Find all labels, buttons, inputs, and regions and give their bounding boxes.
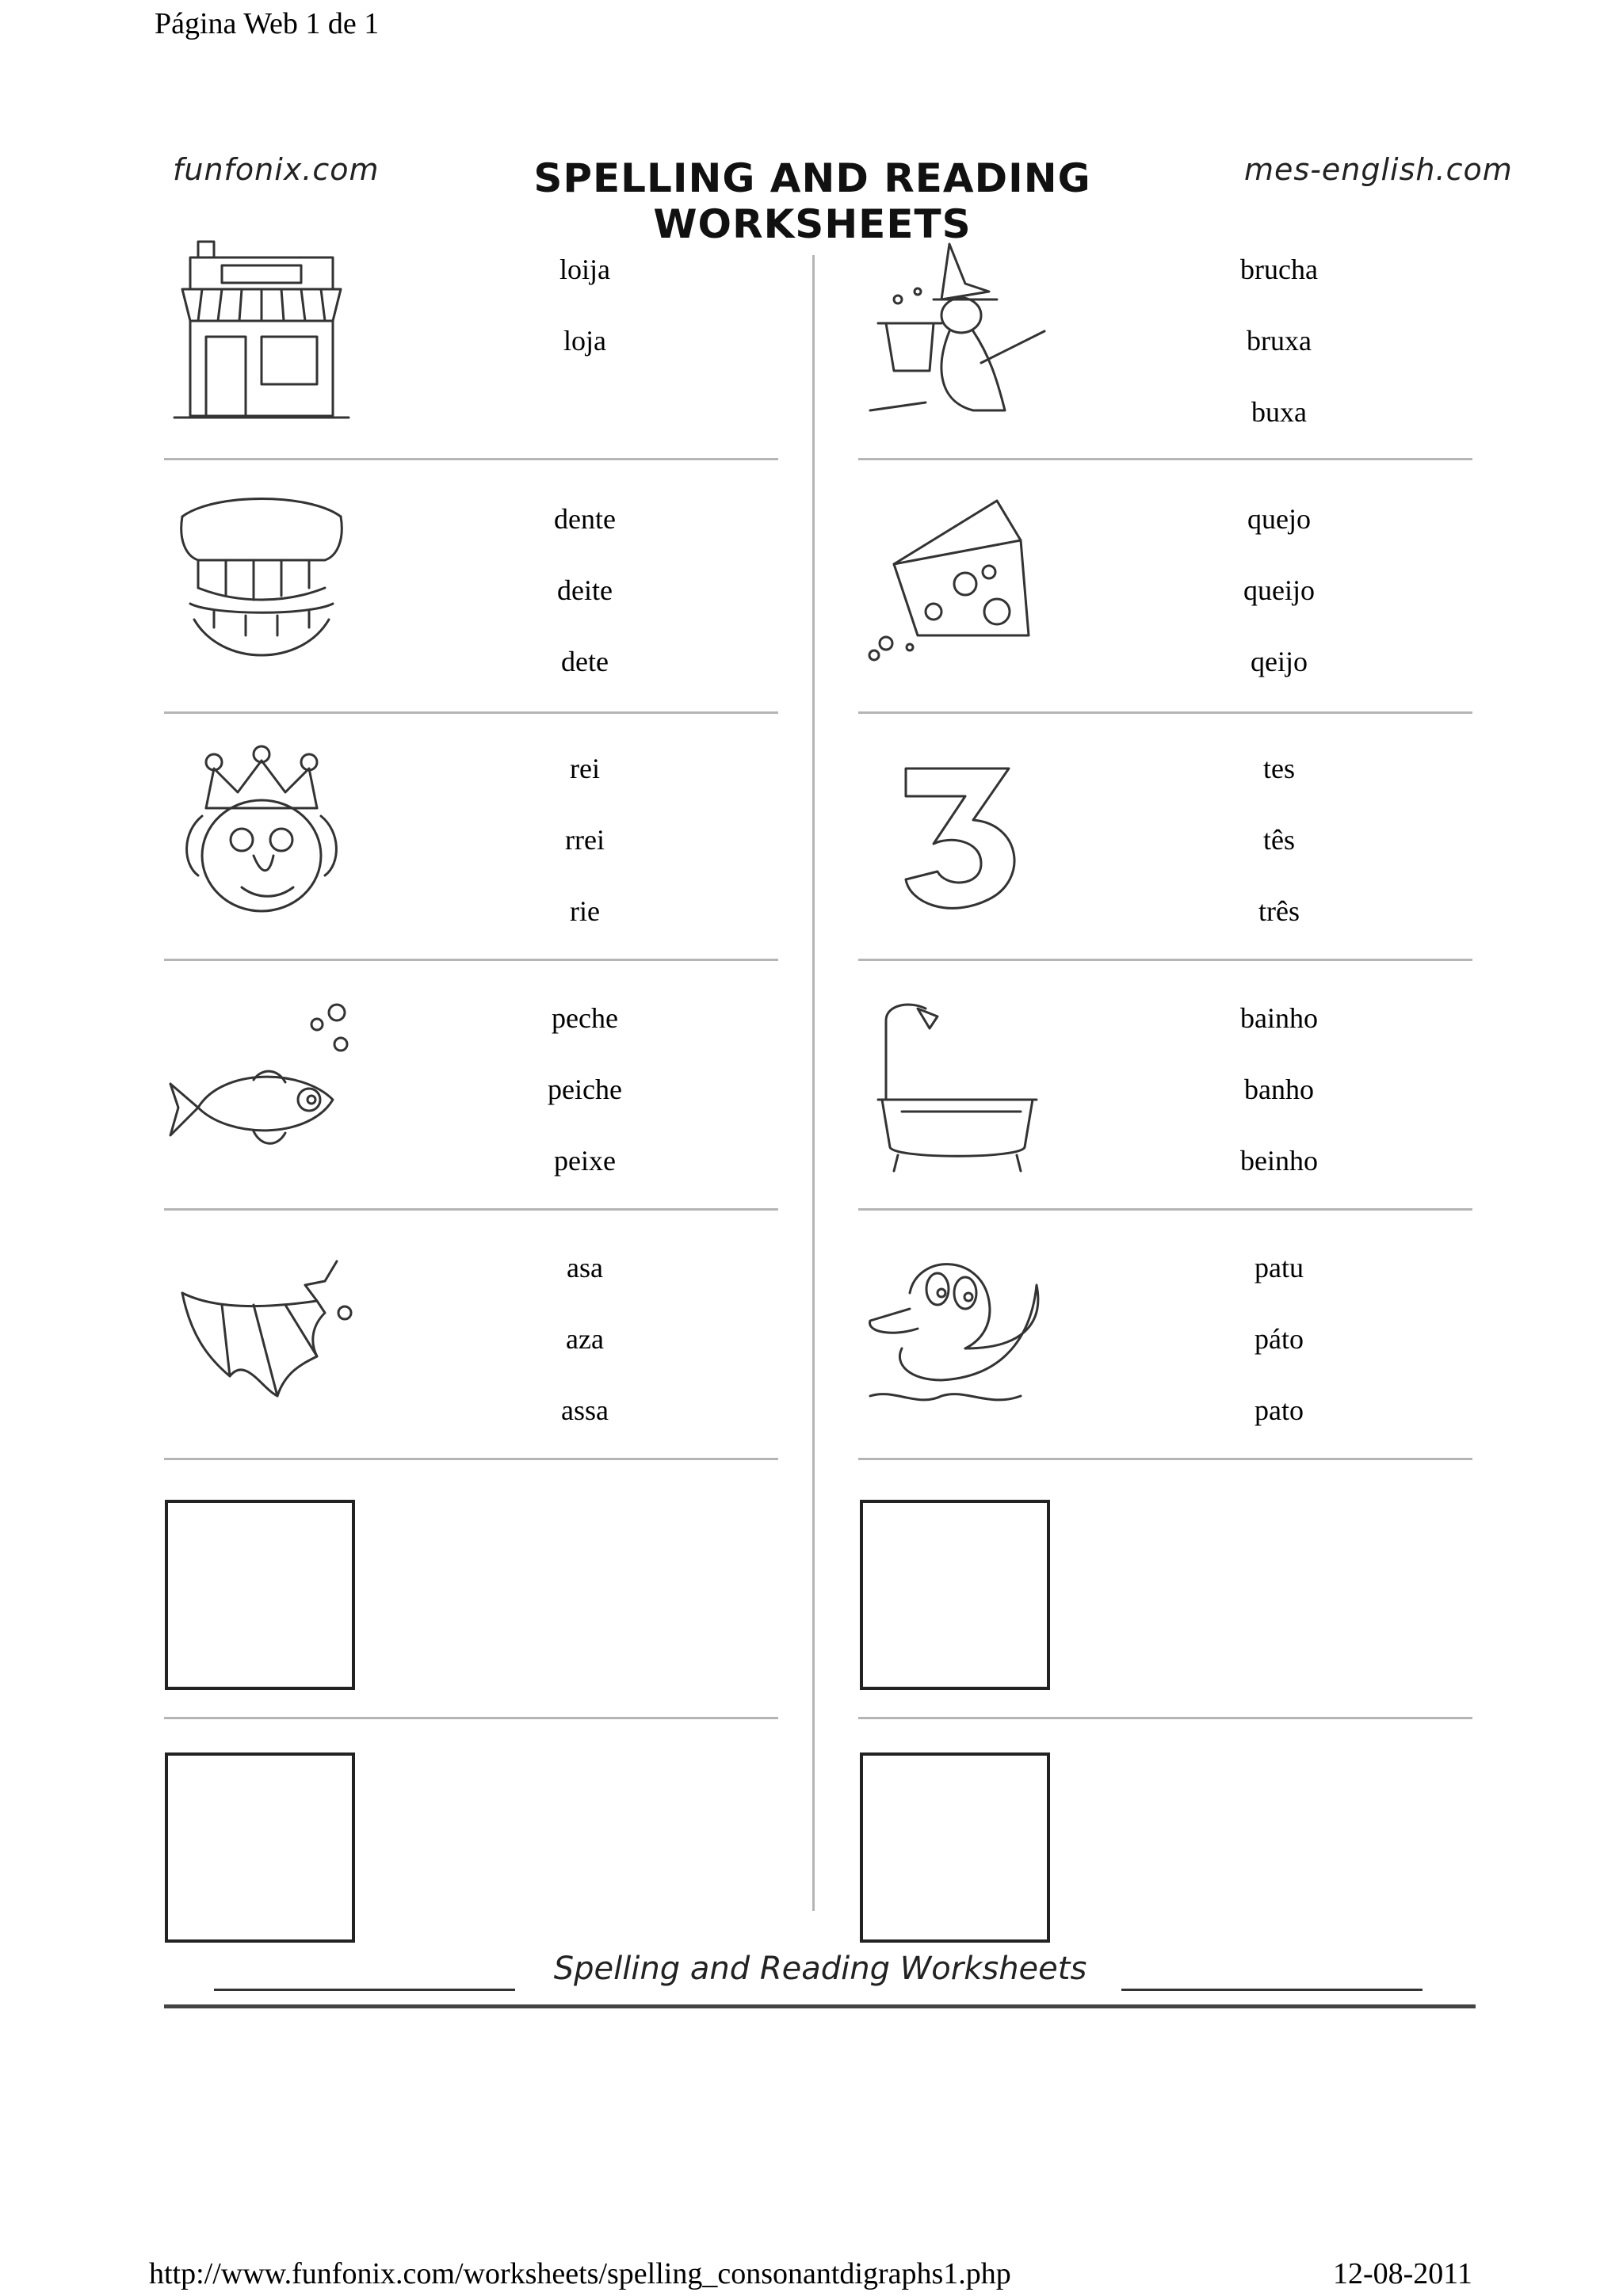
word-option: dete [561, 646, 609, 677]
page-date: 12-08-2011 [1333, 2257, 1472, 2290]
row-separator [164, 1208, 778, 1211]
word-option: assa [561, 1394, 609, 1426]
row-separator [858, 1208, 1472, 1211]
footer-rule-bottom [164, 2004, 1476, 2008]
word-option: peche [552, 1002, 618, 1034]
word-option: qeijo [1251, 646, 1308, 677]
row-separator [858, 959, 1472, 961]
worksheet-title: SPELLING AND READING WORKSHEETS [533, 155, 1091, 247]
word-option: loja [563, 325, 606, 357]
row-separator [164, 1717, 778, 1719]
blank-picture-box [860, 1500, 1050, 1690]
footer-rule-right [1121, 1989, 1423, 1991]
word-option: páto [1254, 1323, 1304, 1355]
word-option: banho [1244, 1074, 1314, 1105]
word-option: asa [567, 1252, 603, 1283]
row-separator [164, 1458, 778, 1460]
footer-rule-left [214, 1989, 515, 1991]
word-option: deite [557, 574, 613, 606]
word-option: loija [559, 254, 610, 285]
blank-picture-box [165, 1500, 355, 1690]
word-option: peixe [554, 1145, 616, 1177]
word-option: rrei [565, 824, 605, 856]
brand-logo-left: funfonix.com [173, 152, 380, 187]
witch-icon [862, 236, 1052, 426]
number-three-icon [862, 737, 1052, 927]
cheese-icon [862, 485, 1052, 675]
word-option: queijo [1243, 574, 1315, 606]
duck-icon [862, 1238, 1052, 1428]
bat-wing-icon [166, 1238, 357, 1428]
page-url: http://www.funfonix.com/worksheets/spelling_consonantdigraphs1.php [149, 2257, 1011, 2290]
store-icon [166, 234, 357, 424]
word-option: rie [570, 895, 600, 927]
column-divider [812, 255, 815, 1911]
page-header: Página Web 1 de 1 [155, 7, 380, 40]
word-option: buxa [1251, 396, 1307, 428]
word-option: aza [566, 1323, 604, 1355]
row-separator [858, 458, 1472, 460]
word-option: bainho [1240, 1002, 1318, 1034]
word-option: pato [1254, 1394, 1304, 1426]
word-option: brucha [1240, 254, 1318, 285]
row-separator [164, 458, 778, 460]
bathtub-icon [862, 989, 1052, 1179]
word-option: beinho [1240, 1145, 1318, 1177]
word-option: bruxa [1247, 325, 1312, 357]
fish-icon [166, 989, 357, 1179]
king-icon [166, 737, 357, 927]
word-option: dente [554, 503, 616, 535]
blank-picture-box [165, 1753, 355, 1943]
word-option: patu [1254, 1252, 1304, 1283]
word-option: tês [1263, 824, 1295, 856]
word-option: rei [570, 753, 600, 784]
row-separator [858, 1458, 1472, 1460]
footer-caption: Spelling and Reading Worksheets [553, 1951, 1087, 1987]
row-separator [164, 711, 778, 714]
word-option: quejo [1247, 503, 1311, 535]
row-separator [164, 959, 778, 961]
word-option: peiche [548, 1074, 622, 1105]
row-separator [858, 1717, 1472, 1719]
brand-logo-right: mes-english.com [1244, 152, 1513, 187]
row-separator [858, 711, 1472, 714]
word-option: tes [1263, 753, 1295, 784]
word-option: três [1258, 895, 1300, 927]
blank-picture-box [860, 1753, 1050, 1943]
teeth-icon [166, 485, 357, 675]
